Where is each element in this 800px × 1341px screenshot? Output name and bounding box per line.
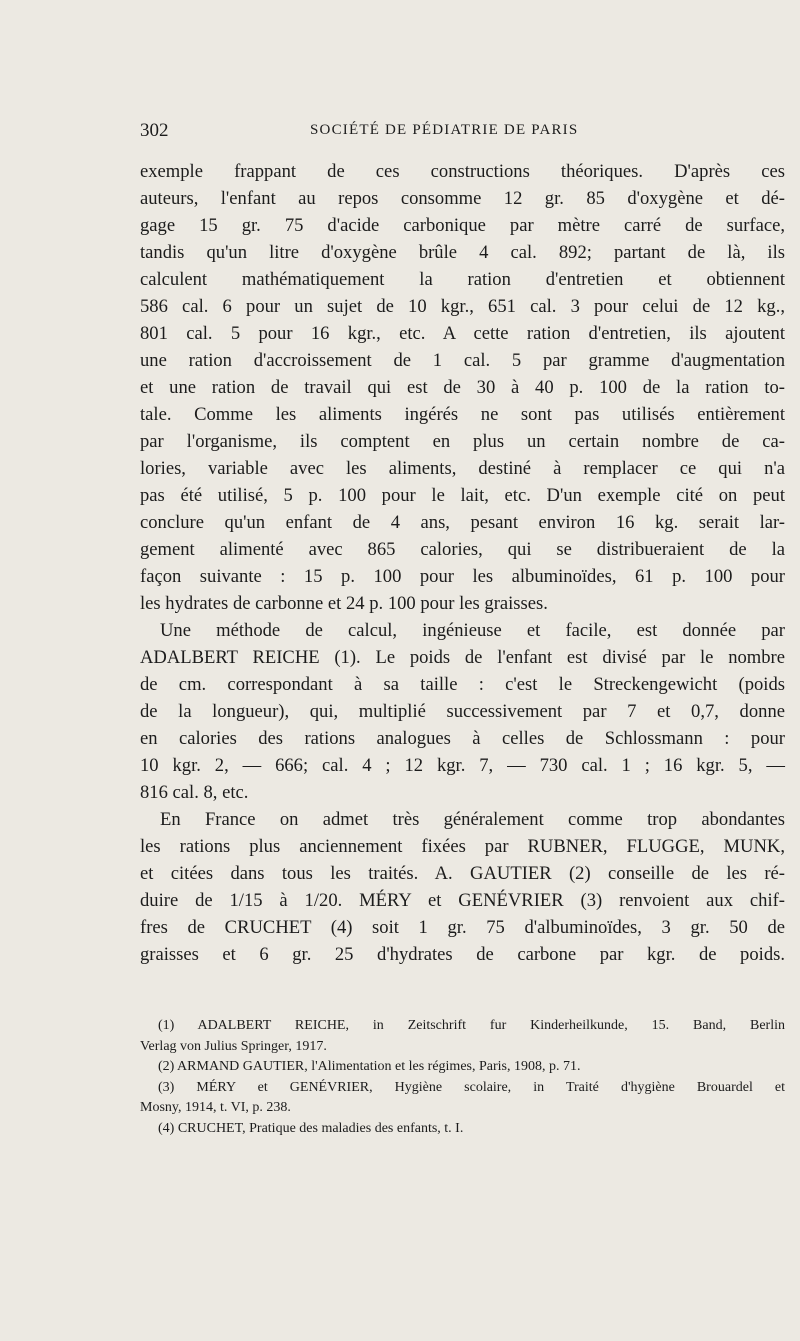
text-line: pas été utilisé, 5 p. 100 pour le lait, etc. D'un exemple cité on peut — [140, 485, 785, 506]
text-line: duire de 1/15 à 1/20. MÉRY et GENÉVRIER (3) renvoient aux chif- — [140, 890, 785, 911]
text-line: lories, variable avec les aliments, destiné à remplacer ce qui n'a — [140, 458, 785, 479]
text-line: par l'organisme, ils comptent en plus un certain nombre de ca- — [140, 431, 785, 452]
text-line: fres de CRUCHET (4) soit 1 gr. 75 d'albuminoïdes, 3 gr. 50 de — [140, 917, 785, 938]
text-line: Une méthode de calcul, ingénieuse et facile, est donnée par — [160, 620, 785, 641]
text-line: de cm. correspondant à sa taille : c'est le Streckengewicht (poids — [140, 674, 785, 695]
text-line: en calories des rations analogues à celles de Schlossmann : pour — [140, 728, 785, 749]
text-line: et une ration de travail qui est de 30 à 40 p. 100 de la ration to- — [140, 377, 785, 398]
text-line: tale. Comme les aliments ingérés ne sont pas utilisés entièrement — [140, 404, 785, 425]
text-line: conclure qu'un enfant de 4 ans, pesant environ 16 kg. serait lar- — [140, 512, 785, 533]
text-line: exemple frappant de ces constructions théoriques. D'après ces — [140, 161, 785, 182]
text-line: 816 cal. 8, etc. — [140, 782, 249, 803]
text-line: 10 kgr. 2, — 666; cal. 4 ; 12 kgr. 7, — 730 cal. 1 ; 16 kgr. 5, — — [140, 755, 785, 776]
text-line: En France on admet très généralement comme trop abondantes — [160, 809, 785, 830]
text-line: ADALBERT REICHE (1). Le poids de l'enfant est divisé par le nombre — [140, 647, 785, 668]
running-title: SOCIÉTÉ DE PÉDIATRIE DE PARIS — [310, 122, 579, 138]
page-header — [140, 120, 785, 146]
footnote-line: Verlag von Julius Springer, 1917. — [140, 1038, 327, 1054]
text-line: gement alimenté avec 865 calories, qui se distribueraient de la — [140, 539, 785, 560]
text-line: tandis qu'un litre d'oxygène brûle 4 cal. 892; partant de là, ils — [140, 242, 785, 263]
text-line: une ration d'accroissement de 1 cal. 5 par gramme d'augmentation — [140, 350, 785, 371]
text-line: les rations plus anciennement fixées par RUBNER, FLUGGE, MUNK, — [140, 836, 785, 857]
text-line: et citées dans tous les traités. A. GAUTIER (2) conseille de les ré- — [140, 863, 785, 884]
text-line: 801 cal. 5 pour 16 kgr., etc. A cette ration d'entretien, ils ajoutent — [140, 323, 785, 344]
text-line: façon suivante : 15 p. 100 pour les albuminoïdes, 61 p. 100 pour — [140, 566, 785, 587]
text-line: graisses et 6 gr. 25 d'hydrates de carbone par kgr. de poids. — [140, 944, 785, 965]
text-line: de la longueur), qui, multiplié successivement par 7 et 0,7, donne — [140, 701, 785, 722]
footnote-line: (1) ADALBERT REICHE, in Zeitschrift fur Kinderheilkunde, 15. Band, Berlin — [158, 1018, 785, 1033]
text-line: gage 15 gr. 75 d'acide carbonique par mètre carré de surface, — [140, 215, 785, 236]
text-line: les hydrates de carbonne et 24 p. 100 pour les graisses. — [140, 593, 548, 614]
text-line: 586 cal. 6 pour un sujet de 10 kgr., 651 cal. 3 pour celui de 12 kg., — [140, 296, 785, 317]
footnote-line: (4) CRUCHET, Pratique des maladies des enfants, t. I. — [158, 1120, 464, 1136]
footnotes — [140, 1016, 785, 1139]
footnote-line: (2) ARMAND GAUTIER, l'Alimentation et les régimes, Paris, 1908, p. 71. — [158, 1059, 581, 1074]
text-line: calculent mathématiquement la ration d'entretien et obtiennent — [140, 269, 785, 290]
body-text — [140, 158, 785, 968]
text-line: auteurs, l'enfant au repos consomme 12 gr. 85 d'oxygène et dé- — [140, 188, 785, 209]
footnote-line: (3) MÉRY et GENÉVRIER, Hygiène scolaire, in Traité d'hygiène Brouardel et — [158, 1079, 785, 1095]
footnote-line: Mosny, 1914, t. VI, p. 238. — [140, 1100, 291, 1115]
page-number: 302 — [140, 120, 169, 141]
